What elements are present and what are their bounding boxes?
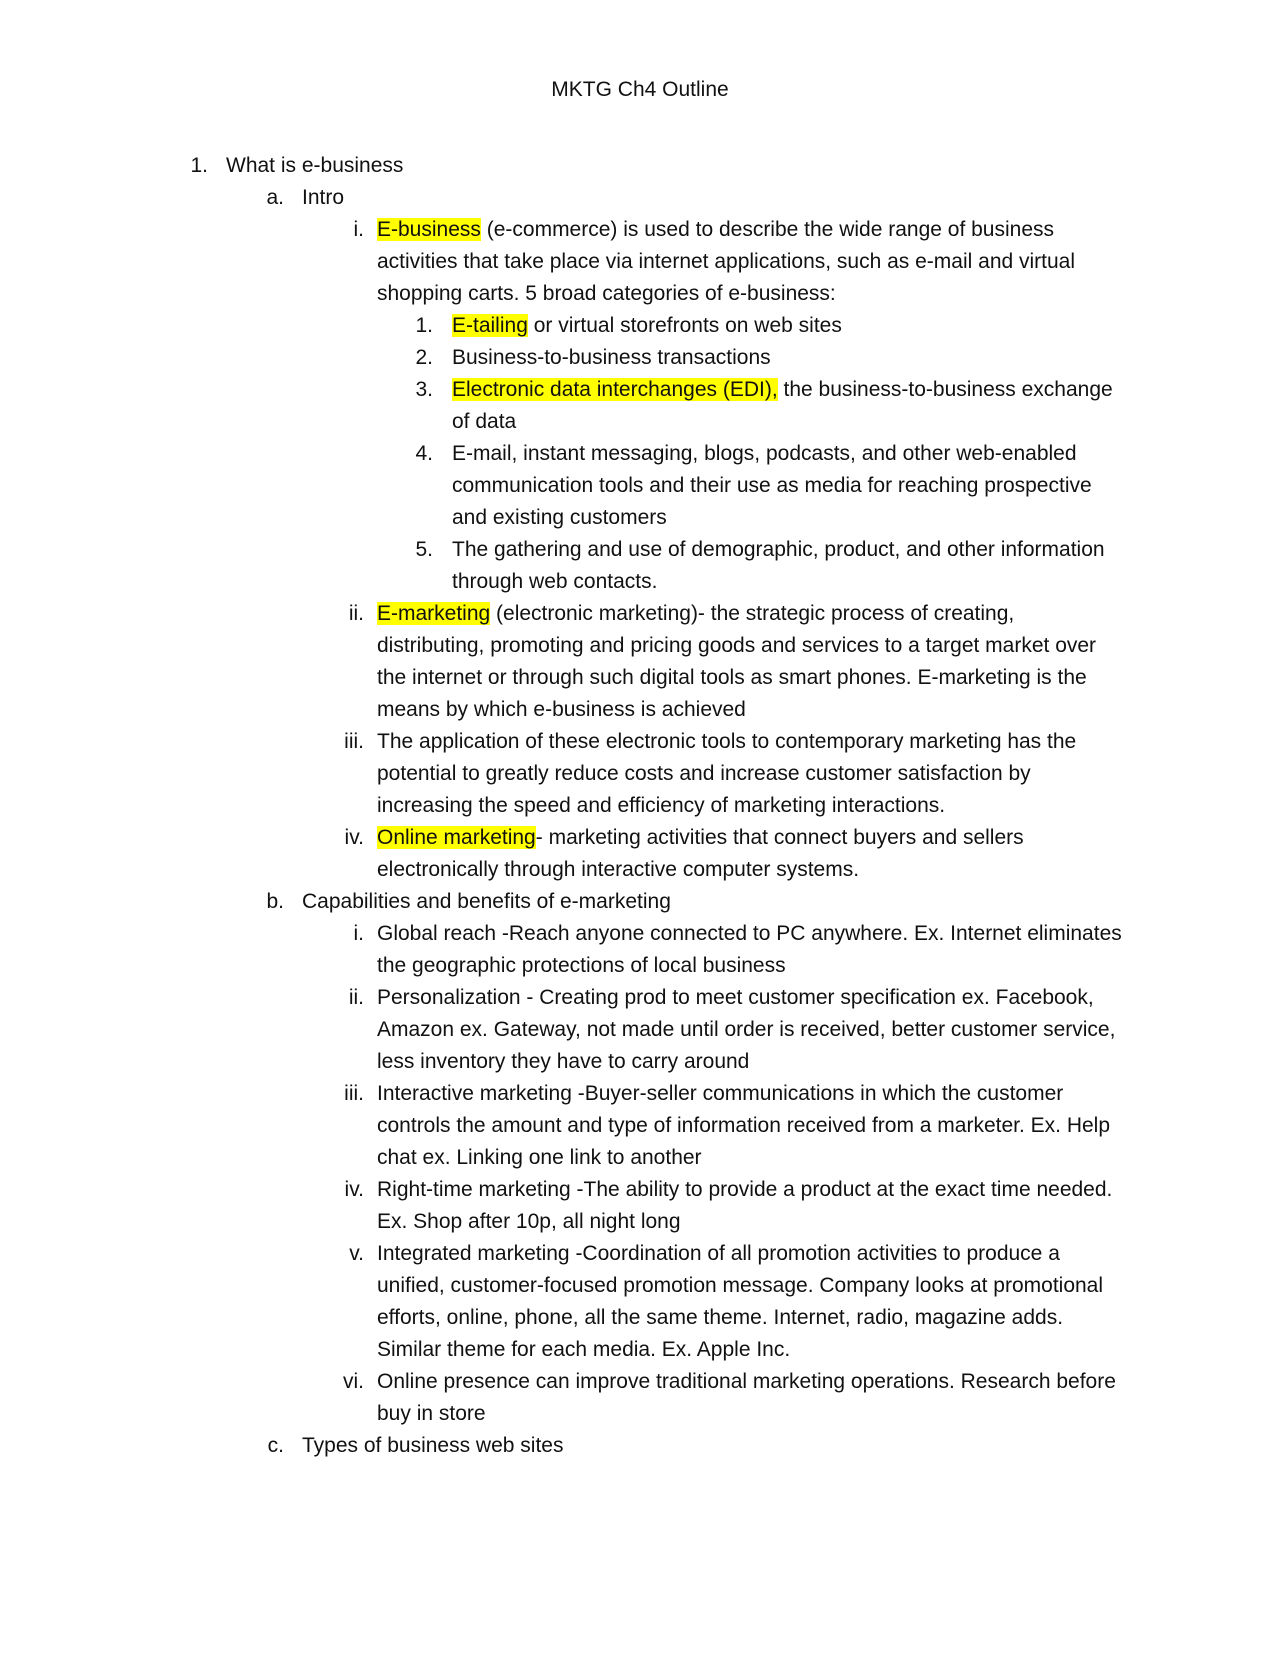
outline-text: Global reach -Reach anyone connected to PC anywhere. Ex. Internet eliminates the geographic protections of local business [377,922,1122,977]
outline-item-b-v [349,1238,1127,1366]
outline-marker: iii. [344,730,364,753]
outline-text: Business-to-business transactions [452,346,771,369]
outline-item-b-ii [348,982,1127,1078]
outline-marker: 3. [415,378,433,401]
outline-marker: 1. [190,154,208,177]
outline-item-b-vi [343,1366,1127,1430]
outline-marker: iii. [344,1082,364,1105]
outline-item-b-iii [344,1078,1127,1174]
outline-marker: iv. [344,1178,364,1201]
outline-item-a-iii [344,726,1127,822]
outline-text [377,822,1127,886]
outline-item-c [267,1430,1122,1462]
outline-item-a-i-2 [415,342,1132,374]
outline-marker: 4. [415,442,433,465]
highlighted-term: Online marketing [377,826,536,849]
outline-marker: 5. [415,538,433,561]
outline-text-rest: (e-commerce) is used to describe the wide range of business activities that take place via internet applications, such as e-mail and virtual shopping carts. 5 broad categories of e-business: [377,218,1076,305]
outline-text: E-mail, instant messaging, blogs, podcasts, and other web-enabled communication tools and their use as media for reaching prospective and existing customers [452,442,1092,529]
outline-item-b-i [353,918,1127,982]
outline-text: The application of these electronic tools to contemporary marketing has the potential to greatly reduce costs and increase customer satisfaction by increasing the speed and efficiency of marketing interactions. [377,730,1077,817]
outline-marker: ii. [348,986,364,1009]
outline-text: Personalization - Creating prod to meet customer specification ex. Facebook, Amazon ex. Gateway, not made until order is received, better customer service, less inventory they have to carry around [377,986,1116,1073]
outline-marker: ii. [348,602,364,625]
outline-text: Interactive marketing -Buyer-seller communications in which the customer controls the amount and type of information received from a marketer. Ex. Help chat ex. Linking one link to another [377,1082,1111,1169]
outline-text [377,214,1127,310]
outline-text: Integrated marketing -Coordination of all promotion activities to produce a unified, customer-focused promotion message. Company looks at promotional efforts, online, phone, all the same theme. Internet, radio, magazine adds. Similar theme for each media. Ex. Apple Inc. [377,1242,1104,1361]
outline-text-rest: or virtual storefronts on web sites [527,314,842,337]
outline-marker: 1. [415,314,433,337]
outline-item-a-i-5 [415,534,1122,598]
outline-item-a-i [353,214,1127,310]
outline-marker: 2. [415,346,433,369]
outline-marker: i. [353,218,364,241]
outline-text: Right-time marketing -The ability to provide a product at the exact time needed. Ex. Shop after 10p, all night long [377,1178,1113,1233]
outline-text: Intro [302,186,345,209]
outline-marker: vi. [343,1370,364,1393]
highlighted-term: Electronic data interchanges (EDI), [452,378,778,401]
outline-text [377,598,1127,726]
outline-text [452,374,1132,438]
outline-item-a-i-1 [415,310,1132,342]
outline-item-a-ii [348,598,1127,726]
outline-text-rest: (electronic marketing)- the strategic process of creating, distributing, promoting and pricing goods and services to a target market over the internet or through such digital tools as smart phones. E-marketing is the means by which e-business is achieved [377,602,1097,721]
outline-item-1 [190,150,1126,182]
outline-item-a-i-4 [415,438,1122,534]
highlighted-term: E-tailing [452,314,528,337]
outline-text: What is e-business [226,154,404,177]
outline-marker: b. [266,890,284,913]
outline-marker: i. [353,922,364,945]
outline-item-b [266,886,1122,918]
outline-text: Online presence can improve traditional marketing operations. Research before buy in store [377,1370,1116,1425]
outline-text-rest: the business-to-business exchange of data [452,378,1113,433]
outline-item-a-i-3 [415,374,1132,438]
outline-text-rest: - marketing activities that connect buyers and sellers electronically through interactive computer systems. [377,826,1024,881]
outline-marker: c. [267,1434,284,1457]
highlighted-term: E-business [377,218,481,241]
outline-item-a-iv [344,822,1127,886]
document-title: MKTG Ch4 Outline [551,78,729,101]
outline-item-b-iv [344,1174,1127,1238]
outline-text: The gathering and use of demographic, product, and other information through web contacts. [452,538,1105,593]
outline-text: Capabilities and benefits of e-marketing [302,890,671,913]
outline-text [452,310,1132,342]
outline-item-a [266,182,1122,214]
outline-marker: iv. [344,826,364,849]
outline-marker: a. [266,186,284,209]
outline-text: Types of business web sites [302,1434,564,1457]
outline-marker: v. [349,1242,364,1265]
highlighted-term: E-marketing [377,602,491,625]
